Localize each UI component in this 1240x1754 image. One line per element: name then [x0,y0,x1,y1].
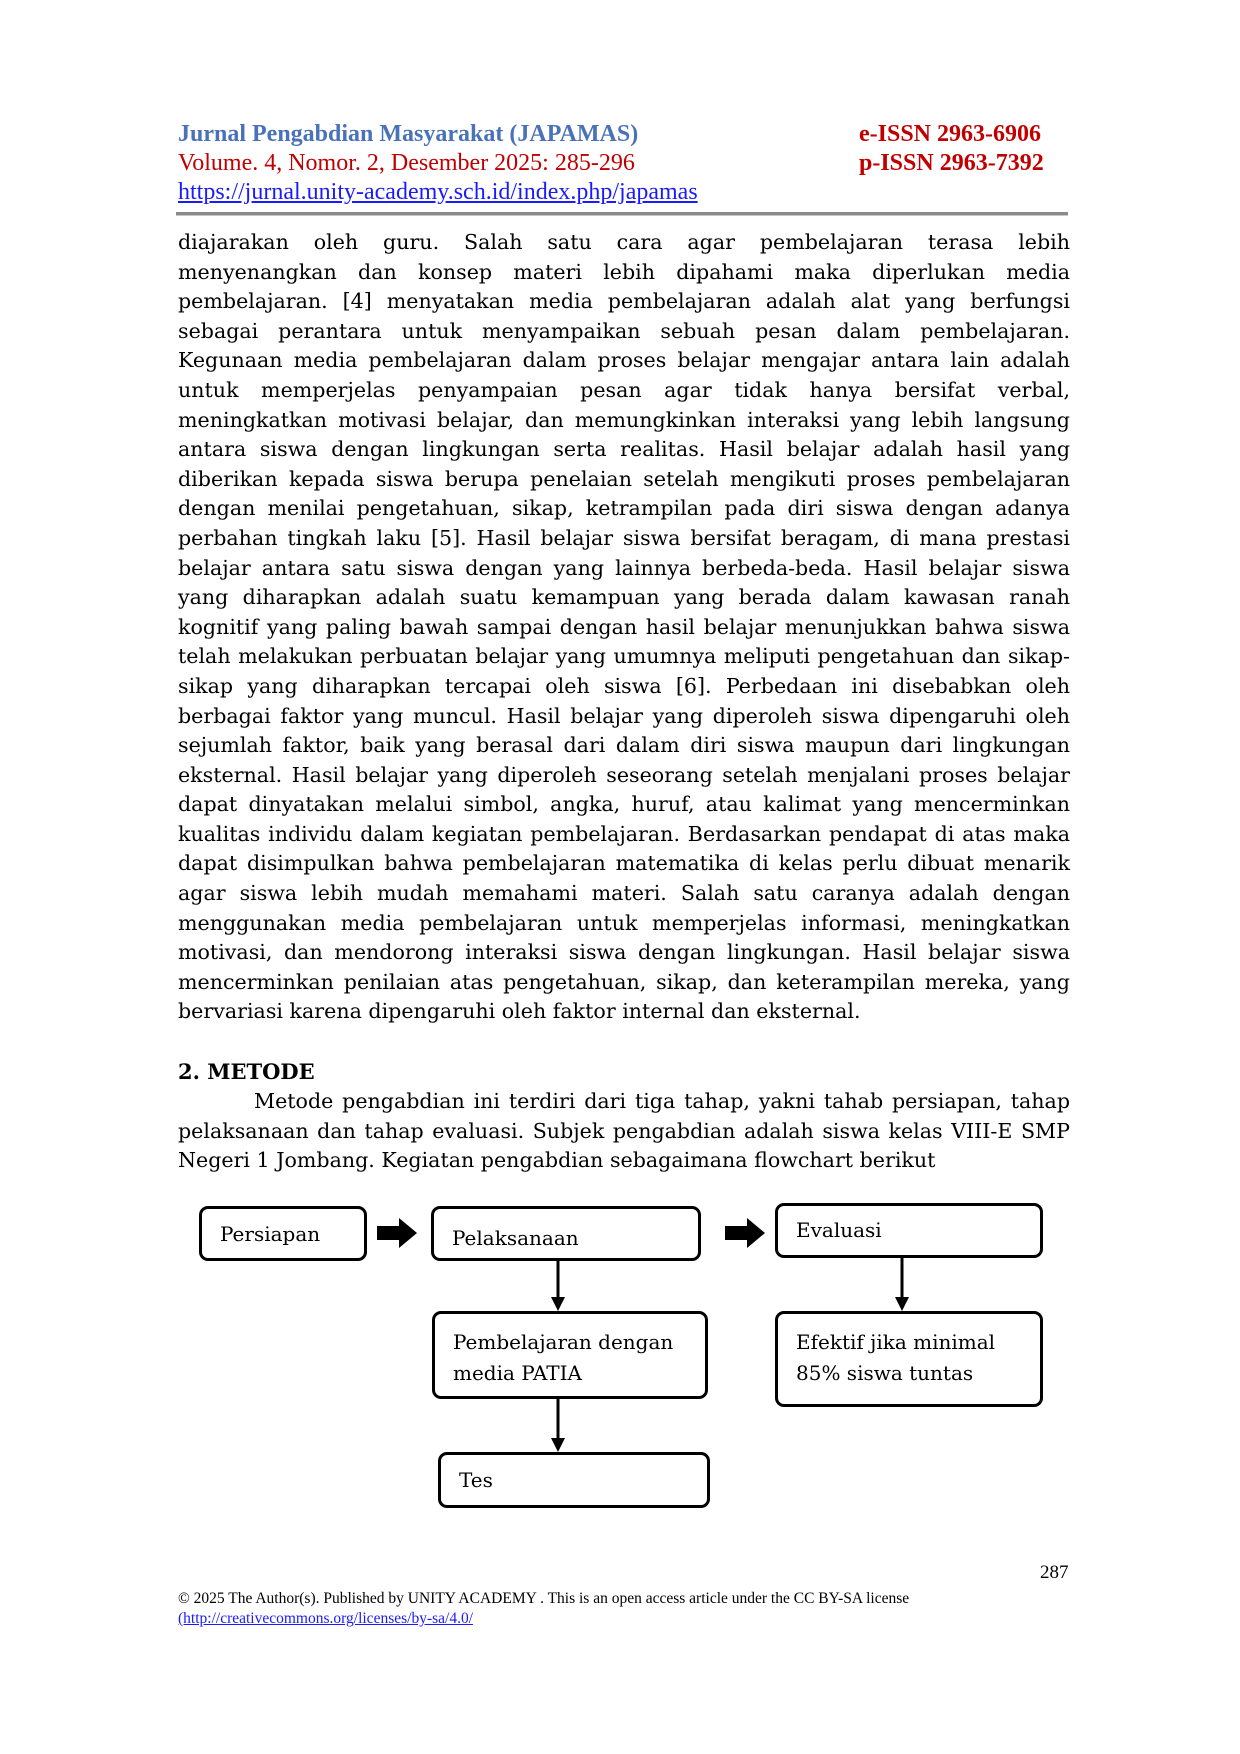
flow-box-pelaksanaan [431,1206,701,1261]
arrow-down-icon [551,1261,565,1311]
volume-info: Volume. 4, Nomor. 2, Desember 2025: 285-296 [178,150,635,176]
arrow-down-icon [895,1258,909,1311]
arrow-down-icon [551,1399,565,1452]
e-issn: e-ISSN 2963-6906 [859,121,1042,147]
page-number: 287 [1040,1562,1069,1583]
journal-title: Jurnal Pengabdian Masyarakat (JAPAMAS) [178,121,639,147]
p-issn: p-ISSN 2963-7392 [859,150,1044,176]
flow-label-efektif-line1: Efektif jika minimal [796,1330,996,1354]
flow-box-pembelajaran [432,1311,708,1399]
flow-label-evaluasi: Evaluasi [796,1218,882,1242]
license-text: © 2025 The Author(s). Published by UNITY ACADEMY . This is an open access article under the CC BY-SA license [178,1590,910,1607]
arrow-right-icon [377,1218,417,1248]
metode-paragraph: Metode pengabdian ini terdiri dari tiga tahap, yakni tahab persiapan, tahap pelaksanaan dan tahap evaluasi. Subjek pengabdian adalah siswa kelas VIII-E SMP Negeri 1 Jombang. Kegiatan pengabdian sebagaimana flowchart berikut [178,1089,1070,1173]
body-paragraph: diajarakan oleh guru. Salah satu cara agar pembelajaran terasa lebih menyenangkan dan konsep materi lebih dipahami maka diperlukan media pembelajaran. [4] menyatakan media pembelajaran adalah alat yang berfungsi sebagai perantara untuk menyampaikan sebuah pesan dalam pembelajaran. Kegunaan media pembelajaran dalam proses belajar mengajar antara lain adalah untuk memperjelas penyampaian pesan agar tidak hanya bersifat verbal, meningkatkan motivasi belajar, dan memungkinkan interaksi yang lebih langsung antara siswa dengan lingkungan serta realitas. Hasil belajar adalah hasil yang diberikan kepada siswa berupa penelaian setelah mengikuti proses pembelajaran dengan menilai pengetahuan, sikap, ketrampilan pada diri siswa dengan adanya perbahan tingkah laku [5]. Hasil belajar siswa bersifat beragam, di mana prestasi belajar antara satu siswa dengan yang lainnya berbeda-beda. Hasil belajar siswa yang diharapkan adalah suatu kemampuan yang berada dalam kawasan ranah kognitif yang paling bawah sampai dengan hasil belajar menunjukkan bahwa siswa telah melakukan perbuatan belajar yang umumnya meliputi pengetahuan dan sikap-sikap yang diharapkan tercapai oleh siswa [6]. Perbedaan ini disebabkan oleh berbagai faktor yang muncul. Hasil belajar yang diperoleh siswa dipengaruhi oleh sejumlah faktor, baik yang berasal dari dalam diri siswa maupun dari lingkungan eksternal. Hasil belajar yang diperoleh seseorang setelah menjalani proses belajar dapat dinyatakan melalui simbol, angka, huruf, atau kalimat yang mencerminkan kualitas individu dalam kegiatan pembelajaran. Berdasarkan pendapat di atas maka dapat disimpulkan bahwa pembelajaran matematika di kelas perlu dibuat menarik agar siswa lebih mudah memahami materi. Salah satu caranya adalah dengan menggunakan media pembelajaran untuk memperjelas informasi, meningkatkan motivasi, dan mendorong interaksi siswa dengan lingkungan. Hasil belajar siswa mencerminkan penilaian atas pengetahuan, sikap, dan keterampilan mereka, yang bervariasi karena dipengaruhi oleh faktor internal dan eksternal. [178,230,1070,1024]
flow-box-evaluasi [775,1203,1043,1258]
flow-label-pembelajaran-line1: Pembelajaran dengan [453,1330,674,1354]
flow-label-tes: Tes [459,1468,493,1492]
arrow-right-icon [725,1218,765,1248]
flow-label-pembelajaran-line2: media PATIA [453,1361,582,1385]
flow-box-tes [438,1452,710,1508]
section-heading-metode: 2. METODE [178,1059,315,1084]
flow-label-efektif-line2: 85% siswa tuntas [796,1361,974,1385]
license-url-line [178,1610,473,1628]
flow-label-pelaksanaan: Pelaksanaan [452,1226,579,1250]
flow-box-efektif [775,1311,1043,1407]
flow-box-persiapan [199,1206,367,1261]
journal-url-link[interactable]: https://jurnal.unity-academy.sch.id/index.php/japamas [178,179,698,205]
license-url-link[interactable]: (http://creativecommons.org/licenses/by-sa/4.0/ [178,1610,474,1627]
header-divider [176,212,1068,216]
flow-label-persiapan: Persiapan [220,1222,321,1246]
